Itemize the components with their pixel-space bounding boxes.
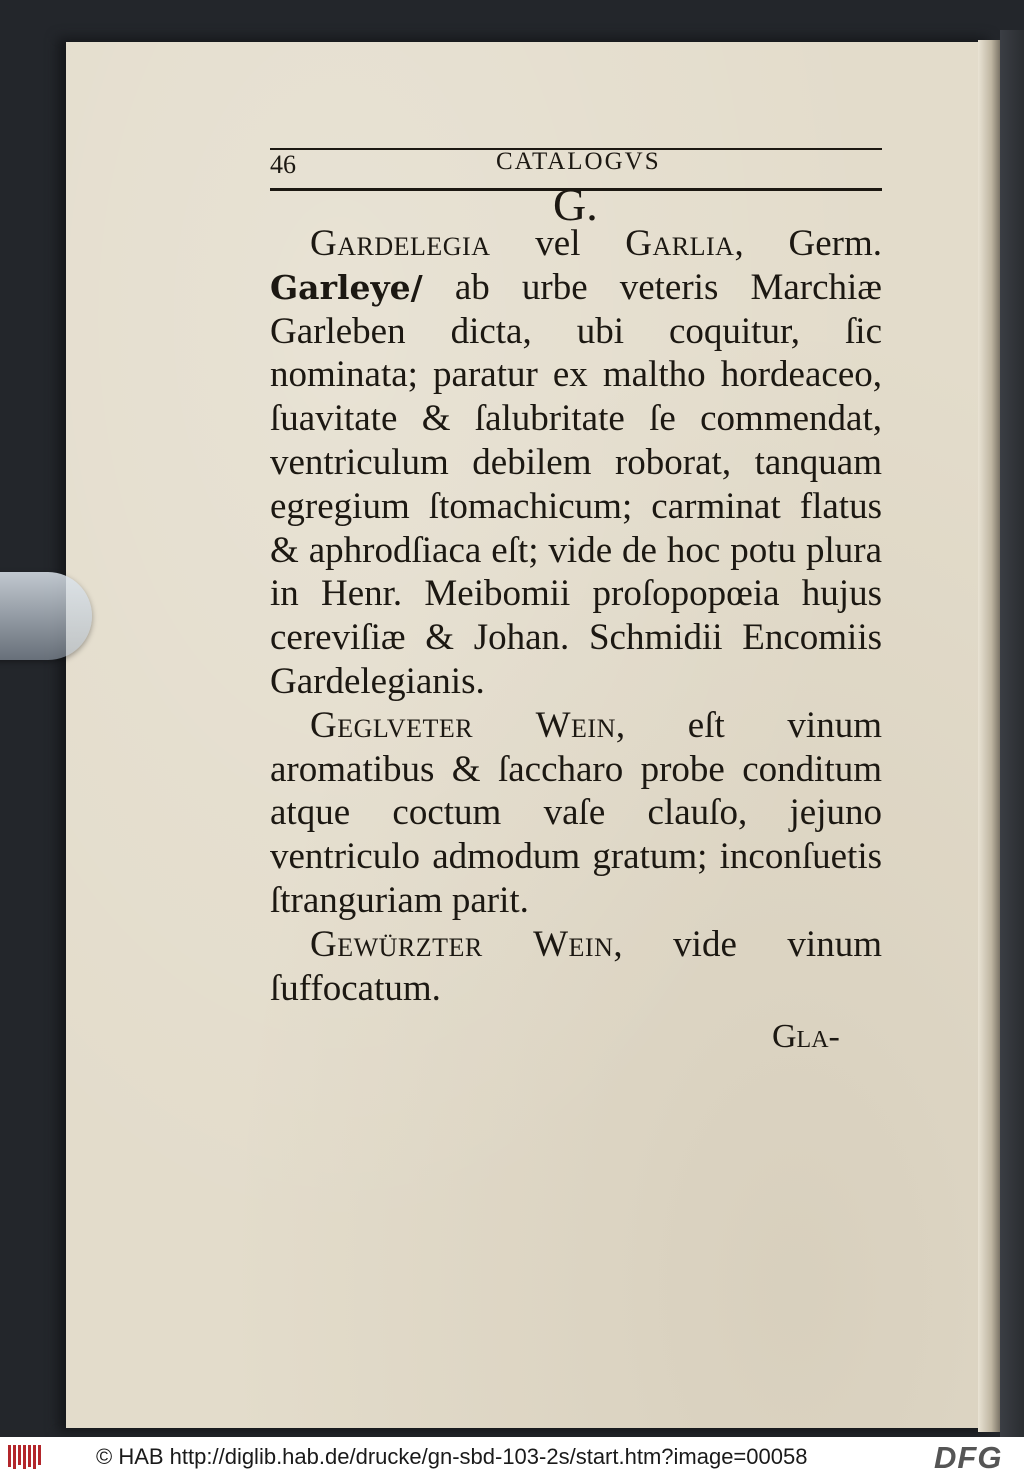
entry-blackletter-term: Garleye/ (270, 267, 423, 307)
library-barcode-icon (8, 1443, 44, 1471)
entry-lemma-alt: Garlia (625, 223, 735, 264)
entry-lemma-connector: vel (490, 223, 626, 264)
entry-gewurzter-wein (270, 923, 882, 1011)
book-cover-edge (1000, 30, 1024, 1437)
entry-geglveter-wein (270, 704, 882, 923)
entry-text: ab urbe veteris Marchiæ Garleben dicta, ubi coquitur, ſic nominata; paratur ex maltho hordeaceo, ſuavitate & ſalubritate ſe commendat, ventriculum debilem roborat, tanquam egregium ſtomachicum; carminat flatus & aphrodſiaca eſt; vide de hoc potu plura in Henr. Meibomii proſopopœia hujus cereviſiæ & Johan. Schmidii Encomiis Gardelegianis. (270, 266, 882, 702)
viewer-footer (0, 1437, 1024, 1477)
page-number: 46 (270, 150, 296, 179)
entry-lemma: Gewürzter Wein (310, 923, 614, 965)
catalog-entries (270, 222, 882, 1010)
dfg-logo: DFG (934, 1440, 1003, 1475)
entry-gardelegia (270, 222, 882, 704)
page-clip (0, 572, 92, 660)
entry-text: , eſt vinum aromatibus & ſaccharo probe conditum atque coctum vaſe clauſo, jejuno ventriculo admodum gratum; inconſuetis ſtranguriam parit. (270, 704, 882, 921)
footer-attribution-link[interactable]: © HAB http://diglib.hab.de/drucke/gn-sbd-103-2s/start.htm?image=00058 (96, 1444, 808, 1469)
entry-lemma: Gardelegia (310, 223, 491, 264)
catchword: Gla- (772, 1018, 840, 1055)
entry-text: , vide vinum ſuffocatum. (270, 923, 882, 1009)
page-edge (978, 40, 1000, 1432)
section-letter: G. (553, 179, 598, 230)
entry-lemma: Geglveter Wein (310, 704, 616, 746)
entry-text: , Germ. (734, 223, 882, 264)
running-title: CATALOGVS (496, 148, 661, 175)
